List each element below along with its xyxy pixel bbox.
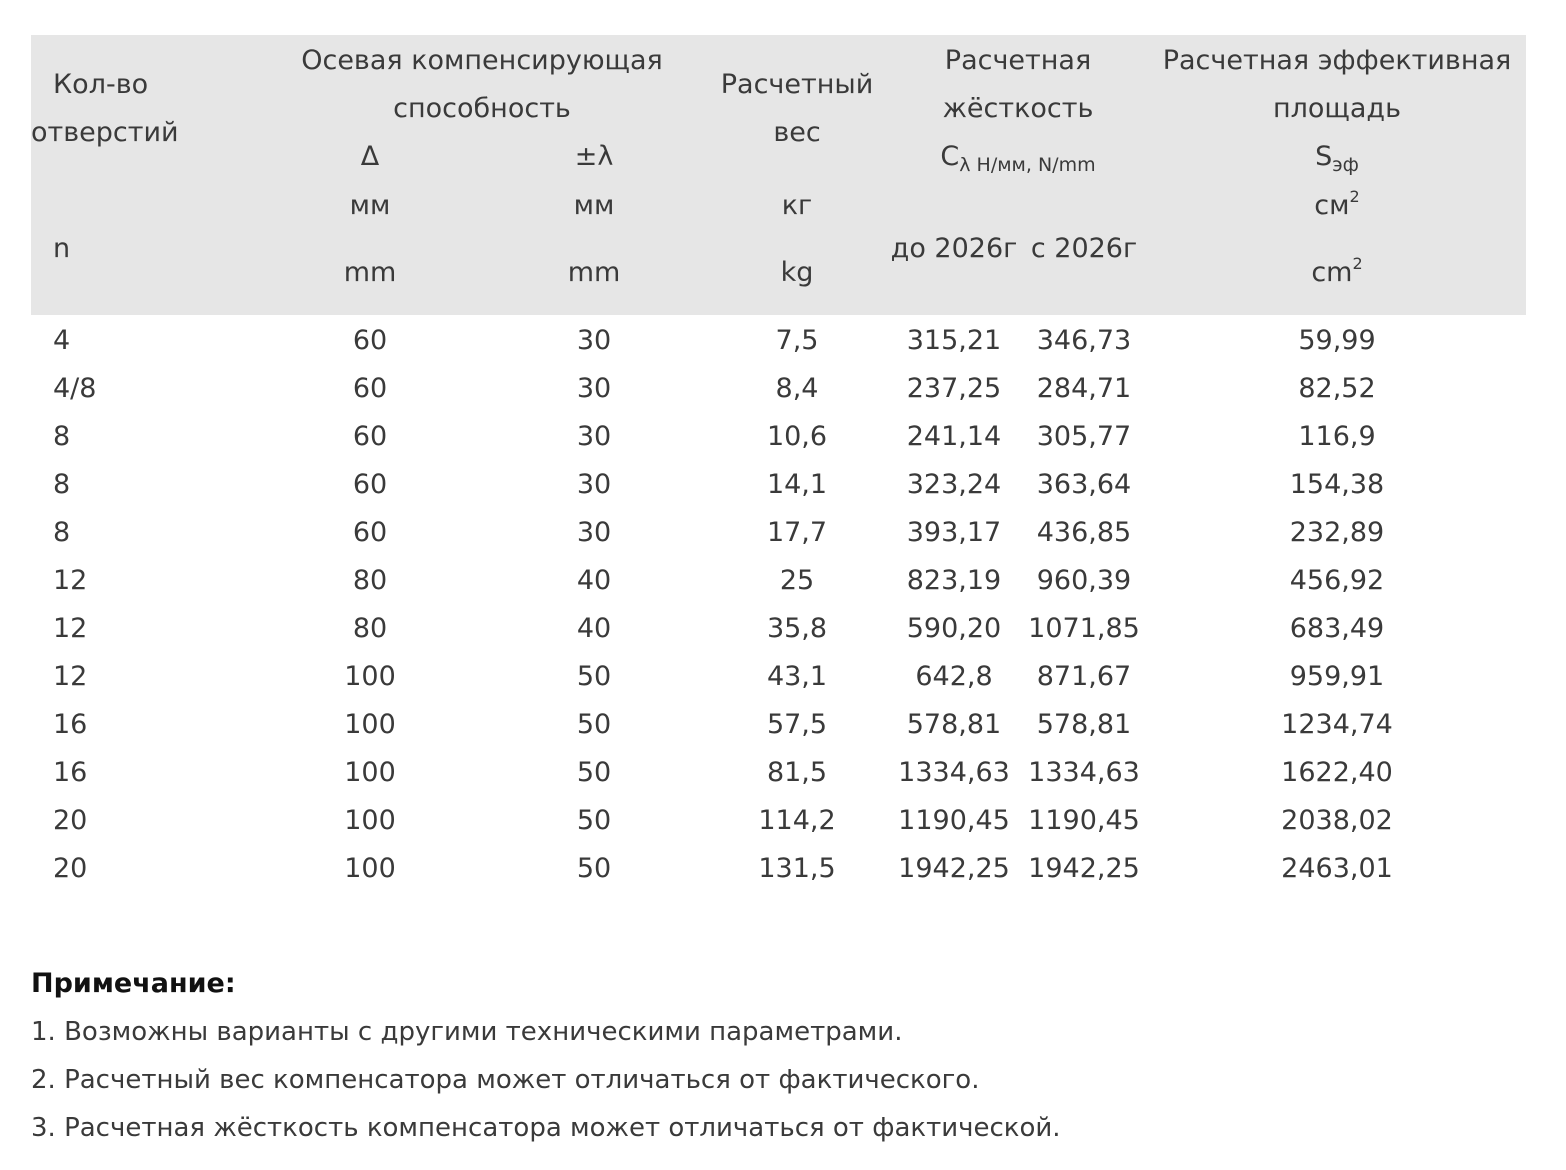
cell-stiffness-after: 346,73 (1036, 325, 1132, 356)
cell-area: 959,91 (1289, 661, 1385, 692)
header-weight-line1: Расчетный (720, 69, 874, 100)
cell-area: 2463,01 (1281, 853, 1393, 884)
header-axial-line2: способность (393, 93, 571, 124)
header-weight-unit-en: kg (780, 257, 814, 288)
cell-lambda: 30 (576, 469, 612, 500)
cell-area: 154,38 (1289, 469, 1385, 500)
cell-stiffness-after: 305,77 (1036, 421, 1132, 452)
cell-count: 12 (53, 613, 88, 644)
cell-weight: 114,2 (758, 805, 836, 836)
cell-count: 16 (53, 709, 88, 740)
header-count-unit: n (53, 233, 71, 264)
cell-lambda: 30 (576, 421, 612, 452)
header-weight-line2: вес (773, 117, 821, 148)
cell-area: 2038,02 (1281, 805, 1393, 836)
cell-weight: 81,5 (766, 757, 828, 788)
cell-stiffness-before: 1942,25 (898, 853, 1010, 884)
header-area-line1: Расчетная эффективная (1162, 45, 1512, 76)
cell-area: 456,92 (1289, 565, 1385, 596)
cell-lambda: 50 (576, 709, 612, 740)
area-unit-en-power: 2 (1352, 254, 1363, 273)
cell-stiffness-before: 393,17 (906, 517, 1002, 548)
cell-weight: 43,1 (766, 661, 828, 692)
header-stiffness-line1: Расчетная (944, 45, 1092, 76)
header-area-line2: площадь (1273, 93, 1401, 124)
cell-delta: 60 (352, 421, 388, 452)
cell-lambda: 50 (576, 757, 612, 788)
cell-stiffness-after: 960,39 (1036, 565, 1132, 596)
note-item: 2. Расчетный вес компенсатора может отличаться от фактического. (31, 1065, 980, 1095)
header-delta-unit-ru: мм (349, 190, 391, 221)
cell-count: 12 (53, 565, 88, 596)
cell-stiffness-after: 436,85 (1036, 517, 1132, 548)
cell-weight: 57,5 (766, 709, 828, 740)
cell-weight: 25 (779, 565, 815, 596)
cell-count: 20 (53, 805, 88, 836)
cell-lambda: 30 (576, 517, 612, 548)
cell-delta: 80 (352, 565, 388, 596)
cell-stiffness-after: 578,81 (1036, 709, 1132, 740)
header-area-symbol (1315, 141, 1359, 176)
cell-delta: 100 (344, 661, 396, 692)
cell-stiffness-before: 590,20 (906, 613, 1002, 644)
cell-delta: 60 (352, 469, 388, 500)
header-count-line2: отверстий (31, 117, 179, 148)
cell-lambda: 30 (576, 325, 612, 356)
cell-stiffness-before: 823,19 (906, 565, 1002, 596)
notes-title: Примечание: (31, 968, 236, 999)
cell-area: 1234,74 (1281, 709, 1393, 740)
header-area-unit-en (1311, 254, 1363, 288)
cell-stiffness-after: 1942,25 (1028, 853, 1140, 884)
cell-stiffness-before: 323,24 (906, 469, 1002, 500)
header-weight-unit-ru: кг (781, 190, 813, 221)
note-item: 1. Возможны варианты с другими техническими параметрами. (31, 1017, 903, 1047)
cell-area: 232,89 (1289, 517, 1385, 548)
cell-stiffness-after: 363,64 (1036, 469, 1132, 500)
cell-count: 4/8 (53, 373, 97, 404)
cell-count: 8 (53, 517, 71, 548)
header-lambda-unit-ru: мм (573, 190, 615, 221)
cell-weight: 8,4 (775, 373, 819, 404)
cell-stiffness-after: 1190,45 (1028, 805, 1140, 836)
cell-delta: 100 (344, 853, 396, 884)
header-delta-unit-en: mm (343, 257, 397, 288)
area-symbol-letter: S (1315, 141, 1333, 172)
header-delta-symbol: Δ (360, 141, 380, 172)
cell-count: 20 (53, 853, 88, 884)
header-axial-line1: Осевая компенсирующая (301, 45, 663, 76)
header-stiffness-before: до 2026г (890, 233, 1018, 264)
cell-delta: 60 (352, 373, 388, 404)
cell-count: 16 (53, 757, 88, 788)
cell-delta: 100 (344, 709, 396, 740)
header-stiffness-symbol (940, 141, 1096, 176)
cell-stiffness-after: 871,67 (1036, 661, 1132, 692)
cell-stiffness-before: 642,8 (915, 661, 993, 692)
cell-stiffness-after: 1334,63 (1028, 757, 1140, 788)
area-unit-ru-power: 2 (1349, 187, 1360, 206)
cell-stiffness-before: 1190,45 (898, 805, 1010, 836)
cell-lambda: 30 (576, 373, 612, 404)
stiffness-symbol-letter: C (940, 141, 960, 172)
header-stiffness-line2: жёсткость (942, 93, 1094, 124)
area-unit-ru-text: см (1314, 190, 1350, 221)
cell-lambda: 50 (576, 661, 612, 692)
cell-lambda: 50 (576, 805, 612, 836)
cell-area: 1622,40 (1281, 757, 1393, 788)
cell-weight: 10,6 (766, 421, 828, 452)
cell-count: 12 (53, 661, 88, 692)
cell-lambda: 40 (576, 613, 612, 644)
cell-area: 59,99 (1298, 325, 1376, 356)
cell-stiffness-after: 1071,85 (1028, 613, 1140, 644)
cell-lambda: 50 (576, 853, 612, 884)
cell-count: 4 (53, 325, 71, 356)
cell-count: 8 (53, 421, 71, 452)
cell-stiffness-before: 237,25 (906, 373, 1002, 404)
cell-weight: 17,7 (766, 517, 828, 548)
cell-delta: 80 (352, 613, 388, 644)
cell-stiffness-before: 578,81 (906, 709, 1002, 740)
header-stiffness-after: с 2026г (1030, 233, 1138, 264)
cell-lambda: 40 (576, 565, 612, 596)
header-count-line1: Кол-во (53, 69, 149, 100)
cell-area: 683,49 (1289, 613, 1385, 644)
cell-stiffness-after: 284,71 (1036, 373, 1132, 404)
note-item: 3. Расчетная жёсткость компенсатора может отличаться от фактической. (31, 1113, 1061, 1143)
area-unit-en-text: cm (1311, 257, 1353, 288)
area-symbol-sub: эф (1332, 154, 1359, 176)
cell-delta: 100 (344, 805, 396, 836)
cell-stiffness-before: 241,14 (906, 421, 1002, 452)
cell-weight: 14,1 (766, 469, 828, 500)
cell-area: 82,52 (1298, 373, 1376, 404)
cell-weight: 131,5 (758, 853, 836, 884)
cell-weight: 35,8 (766, 613, 828, 644)
header-lambda-unit-en: mm (567, 257, 621, 288)
cell-stiffness-before: 1334,63 (898, 757, 1010, 788)
header-area-unit-ru (1314, 187, 1360, 221)
cell-delta: 60 (352, 517, 388, 548)
cell-count: 8 (53, 469, 71, 500)
header-lambda-symbol: ±λ (574, 141, 614, 172)
cell-delta: 100 (344, 757, 396, 788)
cell-area: 116,9 (1298, 421, 1376, 452)
stiffness-symbol-sub: λ Н/мм, N/mm (959, 154, 1096, 176)
cell-stiffness-before: 315,21 (906, 325, 1002, 356)
cell-weight: 7,5 (775, 325, 819, 356)
cell-delta: 60 (352, 325, 388, 356)
